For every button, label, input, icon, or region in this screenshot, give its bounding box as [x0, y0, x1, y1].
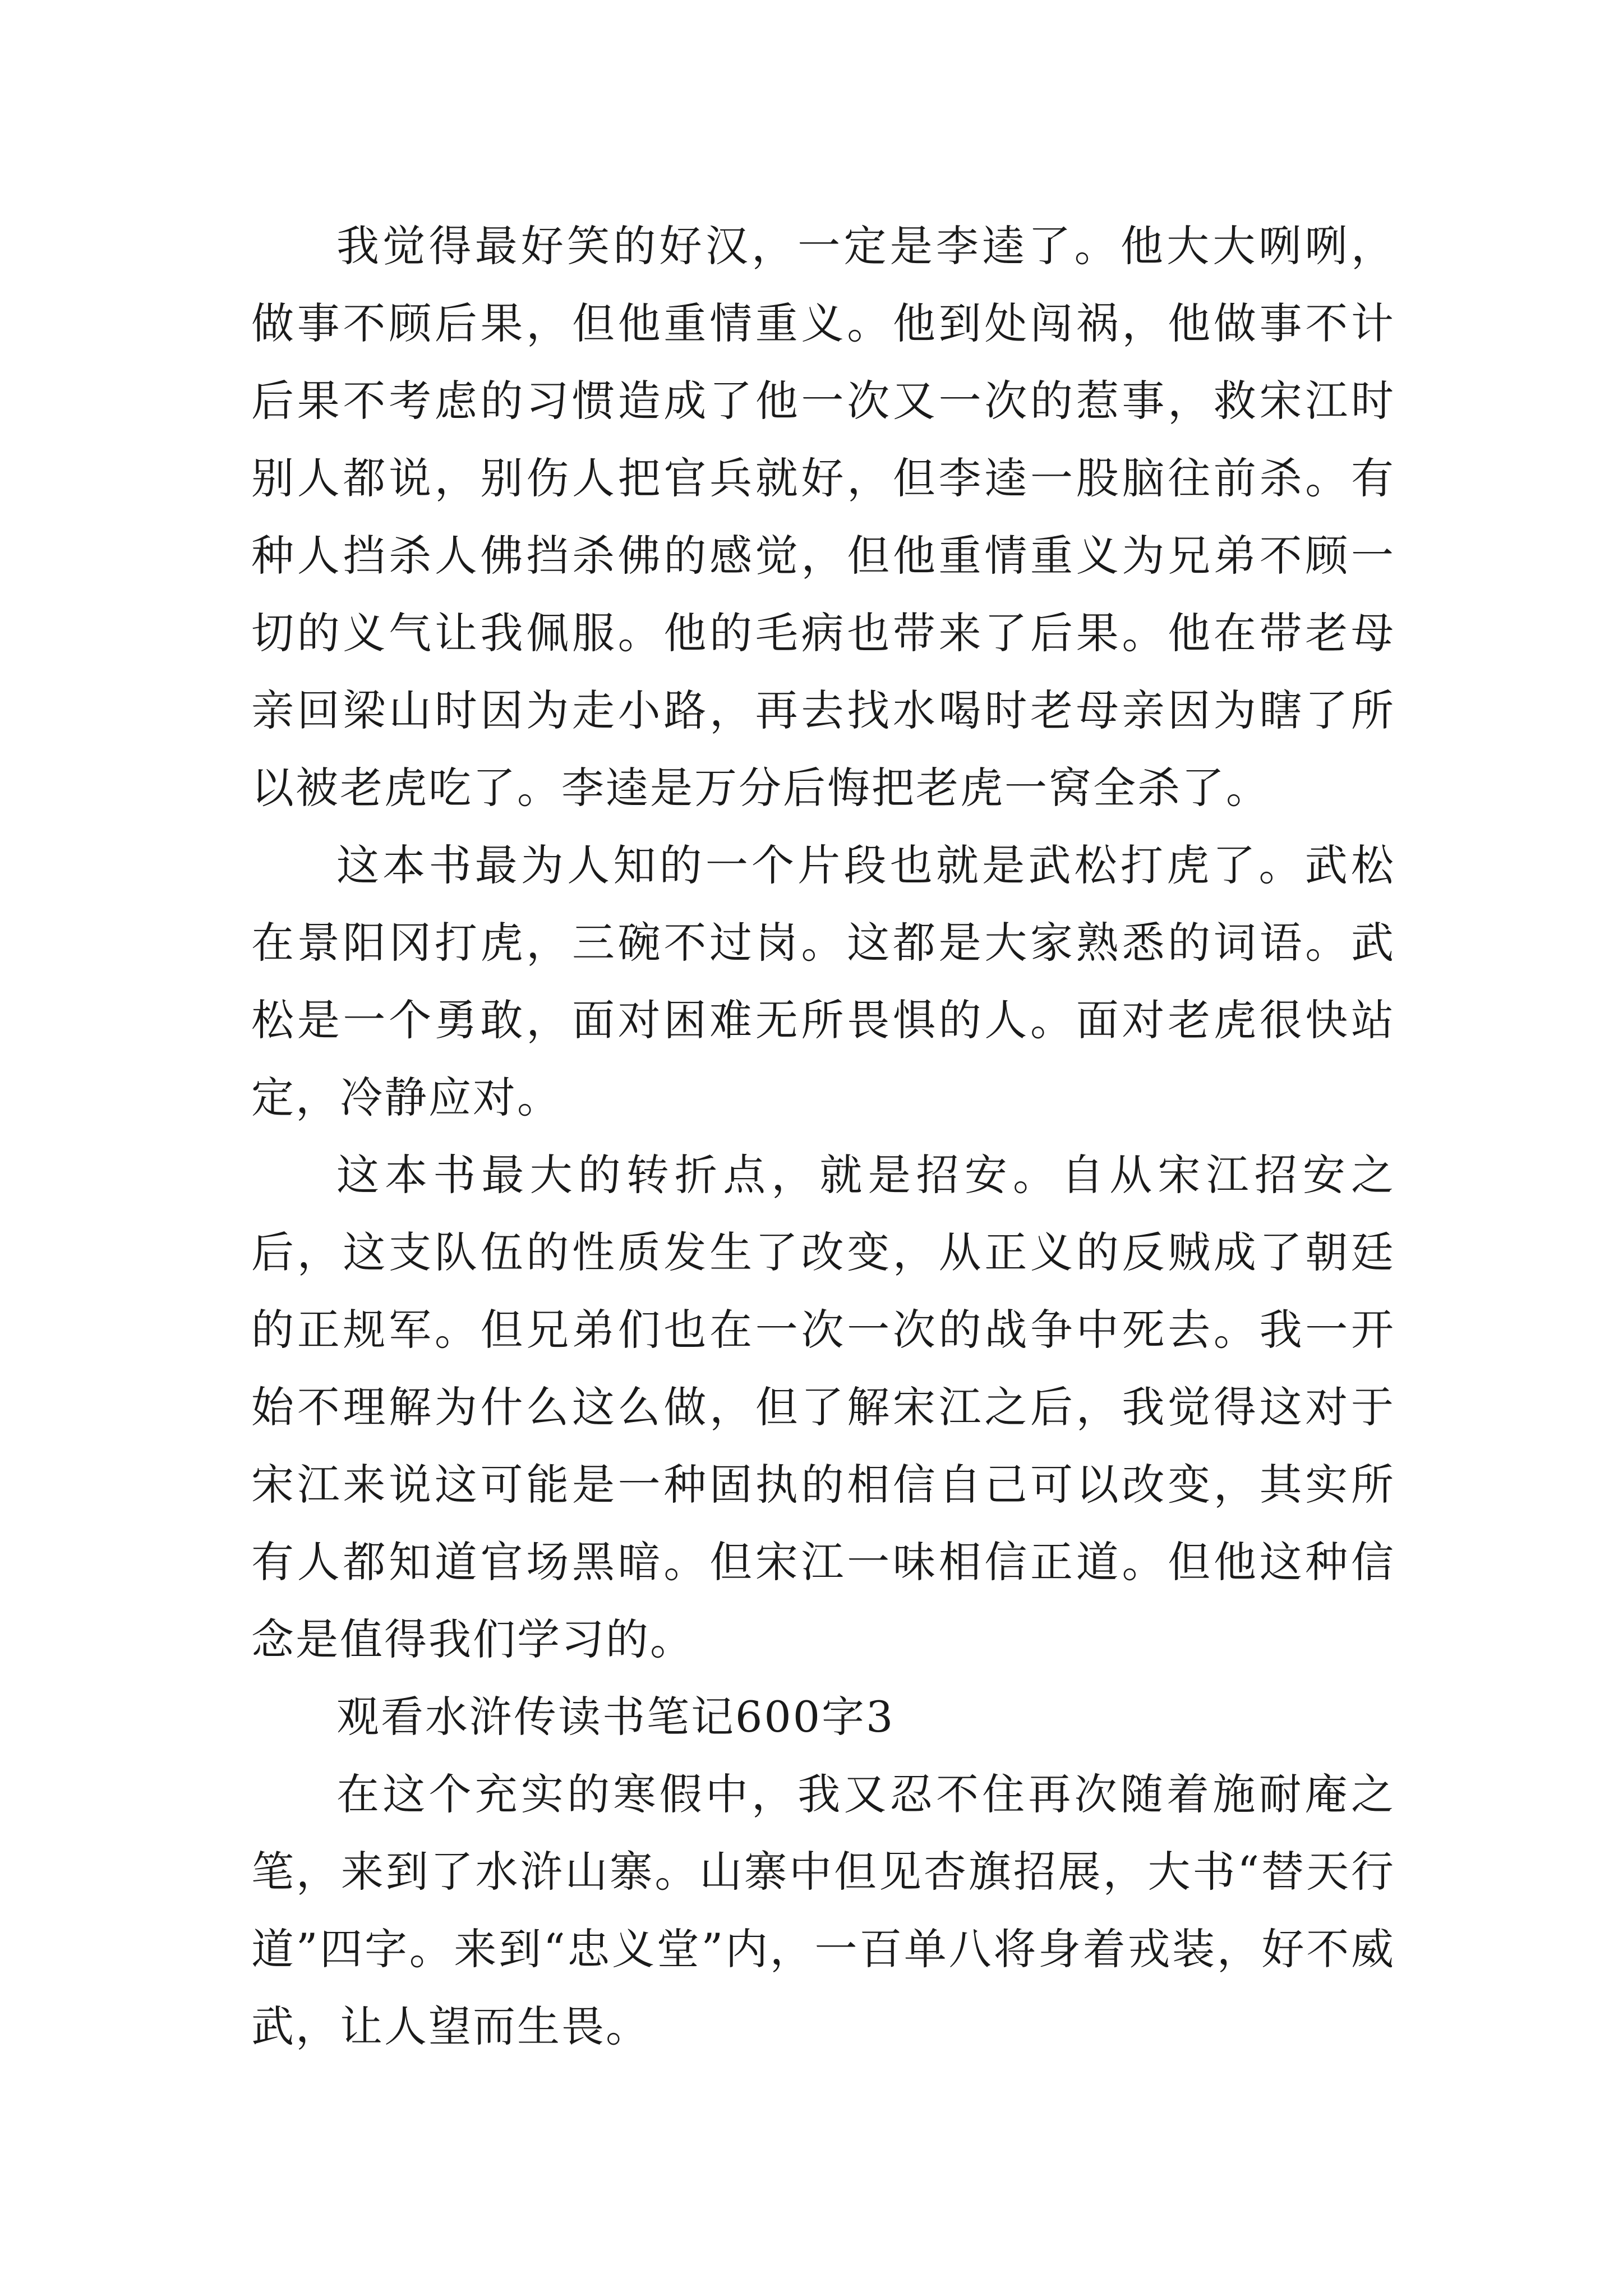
- paragraph-amnesty: 这本书最大的转折点，就是招安。自从宋江招安之后，这支队伍的性质发生了改变，从正义的反贼成了朝廷的正规军。但兄弟们也在一次一次的战争中死去。我一开始不理解为什么这么做，但了解宋江之后，我觉得这对于宋江来说这可能是一种固执的相信自己可以改变，其实所有人都知道官场黑暗。但宋江一味相信正道。但他这种信念是值得我们学习的。: [251, 1150, 1395, 1664]
- section-title: 观看水浒传读书笔记600字3: [336, 1692, 895, 1742]
- paragraph-li-kui: 我觉得最好笑的好汉，一定是李逵了。他大大咧咧，做事不顾后果，但他重情重义。他到处闯祸，他做事不计后果不考虑的习惯造成了他一次又一次的惹事，救宋江时别人都说，别伤人把官兵就好，但李逵一股脑往前杀。有种人挡杀人佛挡杀佛的感觉，但他重情重义为兄弟不顾一切的义气让我佩服。他的毛病也带来了后果。他在带老母亲回梁山时因为走小路，再去找水喝时老母亲因为瞎了所以被老虎吃了。李逵是万分后悔把老虎一窝全杀了。: [251, 221, 1395, 813]
- paragraph-wu-song: 这本书最为人知的一个片段也就是武松打虎了。武松在景阳冈打虎，三碗不过岗。这都是大家熟悉的词语。武松是一个勇敢，面对困难无所畏惧的人。面对老虎很快站定，冷静应对。: [251, 840, 1395, 1122]
- document-body: [251, 208, 1395, 2065]
- paragraph-winter-vacation: 在这个充实的寒假中，我又忍不住再次随着施耐庵之笔，来到了水浒山寨。山寨中但见杏旗招展，大书“替天行道”四字。来到“忠义堂”内，一百单八将身着戎装，好不威武，让人望而生畏。: [251, 1769, 1395, 2051]
